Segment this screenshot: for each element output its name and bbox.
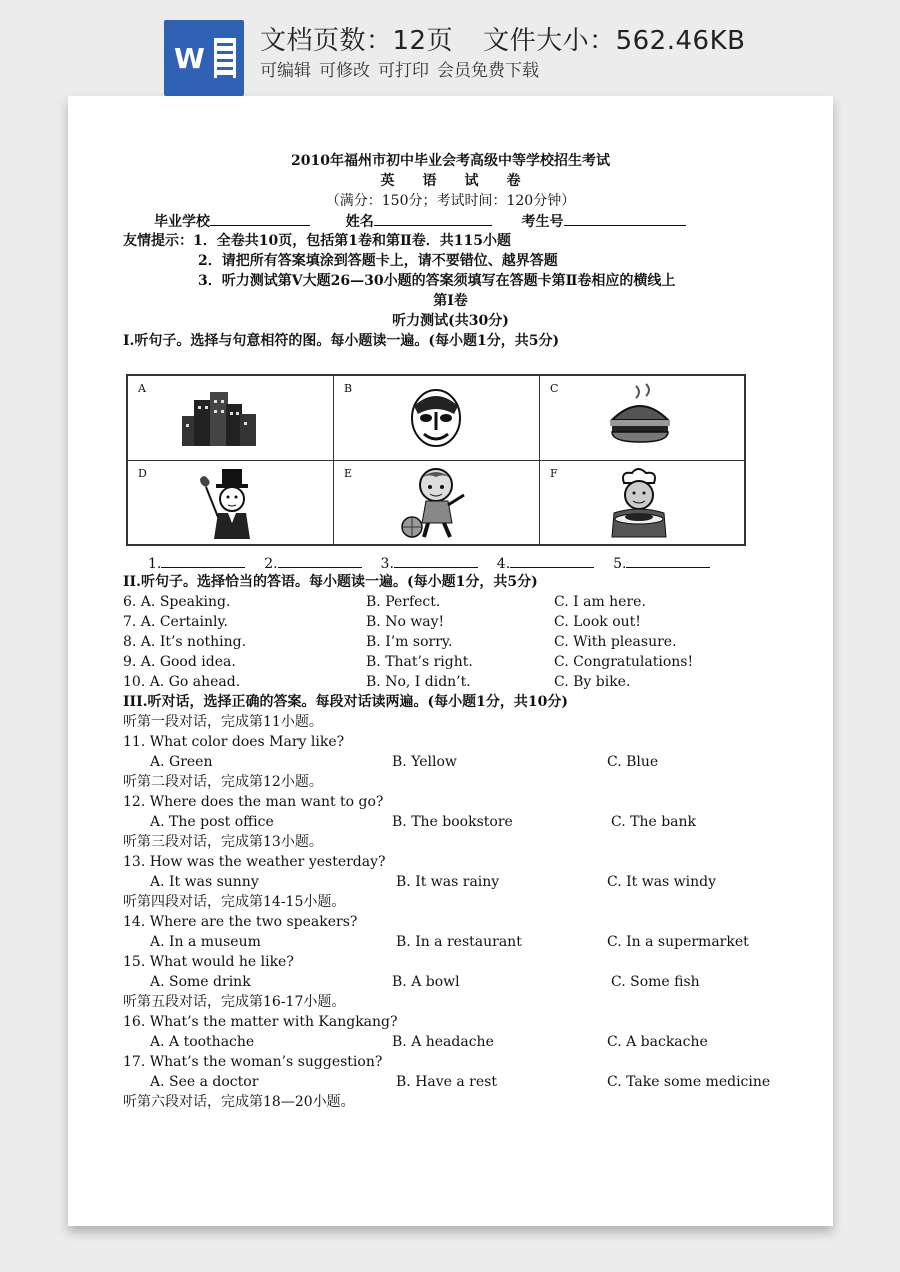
q10-option-b: B. No, I didn’t.: [366, 674, 471, 690]
feature-list: [260, 56, 539, 81]
tip-3: 3．听力测试第V大题26—30小题的答案须填写在答题卡第Ⅱ卷相应的横线上: [198, 273, 676, 289]
q10-option-c: C. By bike.: [554, 674, 631, 690]
student-fields: [154, 212, 686, 231]
q6-option-a: 6. A. Speaking.: [123, 594, 231, 610]
q7-option-c: C. Look out!: [554, 614, 641, 630]
q13-option-c: C. It was windy: [607, 874, 717, 890]
dialog-4-instruction: 听第四段对话，完成第14-15小题。: [123, 894, 346, 910]
document-page: [68, 96, 833, 1226]
q12-option-b: B. The bookstore: [392, 814, 513, 830]
tips-label: 友情提示：: [123, 233, 193, 249]
exam-info: （满分：150分；考试时间：120分钟）: [325, 193, 576, 209]
q14-question: 14. Where are the two speakers?: [123, 914, 358, 930]
boy-with-ball-icon: [398, 465, 472, 541]
q16-option-a: A. A toothache: [150, 1034, 255, 1050]
q12-question: 12. Where does the man want to go?: [123, 794, 384, 810]
picture-e: E: [334, 461, 540, 546]
picture-a: A: [128, 376, 334, 461]
feature-modifiable: 可修改: [319, 61, 370, 81]
exam-title: 2010年福州市初中毕业会考高级中等学校招生考试: [291, 153, 610, 169]
q9-option-b: B. That’s right.: [366, 654, 473, 670]
q17-option-c: C. Take some medicine: [607, 1074, 771, 1090]
q15-option-c: C. Some fish: [611, 974, 700, 990]
q12-option-c: C. The bank: [611, 814, 697, 830]
q13-option-b: B. It was rainy: [396, 874, 500, 890]
dialog-5-instruction: 听第五段对话，完成第16-17小题。: [123, 994, 346, 1010]
q15-option-b: B. A bowl: [392, 974, 460, 990]
volume-title: 第I卷: [433, 293, 468, 309]
picture-f: F: [540, 461, 746, 546]
q8-option-b: B. I’m sorry.: [366, 634, 453, 650]
q14-option-a: A. In a museum: [150, 934, 261, 950]
page-count: 文档页数：12页: [260, 26, 454, 56]
file-size: 文件大小：562.46KB: [483, 26, 746, 56]
dialog-6-instruction: 听第六段对话，完成第18—20小题。: [123, 1094, 355, 1110]
q11-question: 11. What color does Mary like?: [123, 734, 345, 750]
q15-question: 15. What would he like?: [123, 954, 294, 970]
q11-option-b: B. Yellow: [392, 754, 457, 770]
q17-question: 17. What’s the woman’s suggestion?: [123, 1054, 383, 1070]
tip-1: 友情提示：1．全卷共10页，包括第1卷和第Ⅱ卷．共115小题: [123, 233, 511, 249]
picture-grid: [126, 374, 746, 546]
q8-option-a: 8. A. It’s nothing.: [123, 634, 247, 650]
picture-d: D: [128, 461, 334, 546]
q16-option-b: B. A headache: [392, 1034, 494, 1050]
dialog-2-instruction: 听第二段对话，完成第12小题。: [123, 774, 323, 790]
q13-question: 13. How was the weather yesterday?: [123, 854, 386, 870]
exam-subject: 英 语 试 卷: [380, 173, 521, 189]
field-student-id: 考生号: [521, 214, 564, 230]
q7-option-a: 7. A. Certainly.: [123, 614, 228, 630]
q16-option-c: C. A backache: [607, 1034, 708, 1050]
q17-option-b: B. Have a rest: [396, 1074, 497, 1090]
feature-printable: 可打印: [378, 61, 429, 81]
part1-heading: I.听句子。选择与句意相符的图。每小题读一遍。(每小题1分，共5分): [123, 333, 560, 349]
dialog-3-instruction: 听第三段对话，完成第13小题。: [123, 834, 323, 850]
field-name: 姓名: [345, 214, 374, 230]
hamburger-icon: [602, 382, 678, 448]
tip-2: 2．请把所有答案填涂到答题卡上，请不要错位、越界答题: [198, 253, 558, 269]
q6-option-b: B. Perfect.: [366, 594, 441, 610]
q10-option-a: 10. A. Go ahead.: [123, 674, 241, 690]
q11-option-a: A. Green: [150, 754, 213, 770]
document-meta: [260, 20, 745, 57]
q16-question: 16. What’s the matter with Kangkang?: [123, 1014, 398, 1030]
q9-option-c: C. Congratulations!: [554, 654, 694, 670]
feature-editable: 可编辑: [260, 61, 311, 81]
q14-option-c: C. In a supermarket: [607, 934, 749, 950]
section-title: 听力测试(共30分): [392, 313, 509, 329]
q6-option-c: C. I am here.: [554, 594, 646, 610]
q9-option-a: 9. A. Good idea.: [123, 654, 236, 670]
answer-blanks: 1. 2. 3. 4. 5.: [148, 554, 710, 573]
q17-option-a: A. See a doctor: [150, 1074, 259, 1090]
q12-option-a: A. The post office: [150, 814, 274, 830]
picture-c: C: [540, 376, 746, 461]
chef-icon: [600, 465, 678, 541]
q14-option-b: B. In a restaurant: [396, 934, 522, 950]
opera-mask-icon: [406, 386, 466, 450]
picture-b: B: [334, 376, 540, 461]
q15-option-a: A. Some drink: [150, 974, 251, 990]
feature-member-download: 会员免费下载: [437, 61, 539, 81]
magician-icon: [192, 467, 264, 541]
download-header: [0, 0, 900, 100]
city-buildings-icon: [180, 388, 260, 448]
q8-option-c: C. With pleasure.: [554, 634, 677, 650]
dialog-1-instruction: 听第一段对话，完成第11小题。: [123, 714, 323, 730]
part3-heading: III.听对话，选择正确的答案。每段对话读两遍。(每小题1分，共10分): [123, 694, 568, 710]
part2-heading: II.听句子。选择恰当的答语。每小题读一遍。(每小题1分，共5分): [123, 574, 538, 590]
q13-option-a: A. It was sunny: [150, 874, 259, 890]
field-school: 毕业学校: [154, 214, 210, 230]
q11-option-c: C. Blue: [607, 754, 659, 770]
word-document-icon: W: [164, 20, 244, 96]
q7-option-b: B. No way!: [366, 614, 445, 630]
